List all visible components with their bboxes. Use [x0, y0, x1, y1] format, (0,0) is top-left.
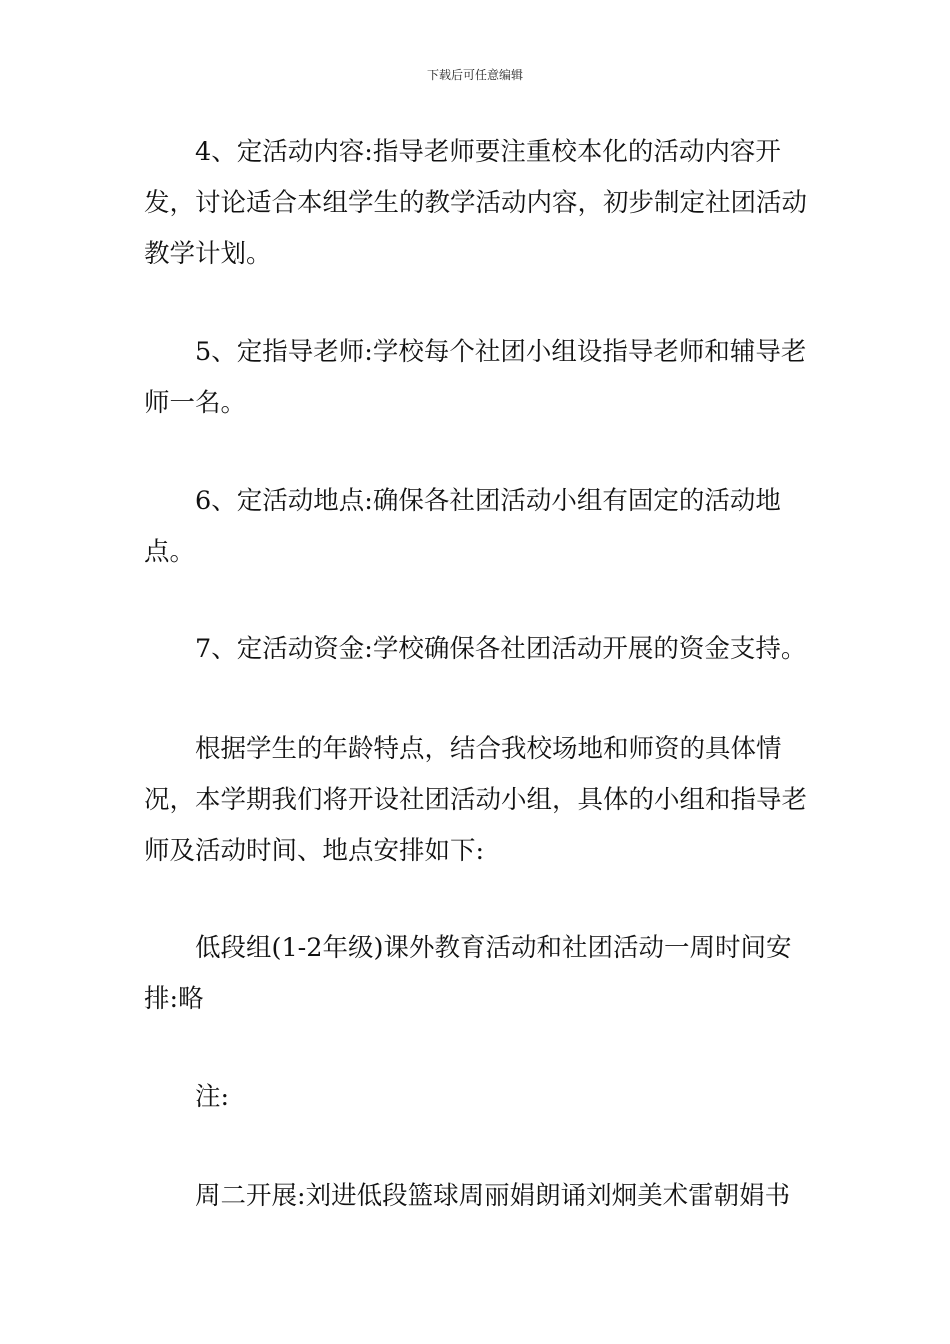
page-header: 下载后可任意编辑: [426, 68, 523, 82]
paragraph-arrangement: 根据学生的年龄特点，结合我校场地和师资的具体情况，本学期我们将开设社团活动小组，具体的小组和指导老师及活动时间、地点安排如下:: [144, 734, 808, 866]
paragraph-activity-content: 4、定活动内容:指导老师要注重校本化的活动内容开发，讨论适合本组学生的教学活动内容，初步制定社团活动教学计划。: [144, 137, 808, 269]
paragraph-location: 6、定活动地点:确保各社团活动小组有固定的活动地点。: [144, 486, 781, 567]
paragraph-instructor: 5、定指导老师:学校每个社团小组设指导老师和辅导老师一名。: [144, 337, 807, 418]
paragraph-tuesday: 周二开展:刘进低段篮球周丽娟朗诵刘炯美术雷朝娟书: [195, 1181, 791, 1211]
paragraph-low-grade-schedule: 低段组(1-2年级)课外教育活动和社团活动一周时间安排:略: [144, 933, 792, 1014]
paragraph-funding: 7、定活动资金:学校确保各社团活动开展的资金支持。: [195, 634, 807, 664]
paragraph-note: 注:: [195, 1082, 230, 1112]
